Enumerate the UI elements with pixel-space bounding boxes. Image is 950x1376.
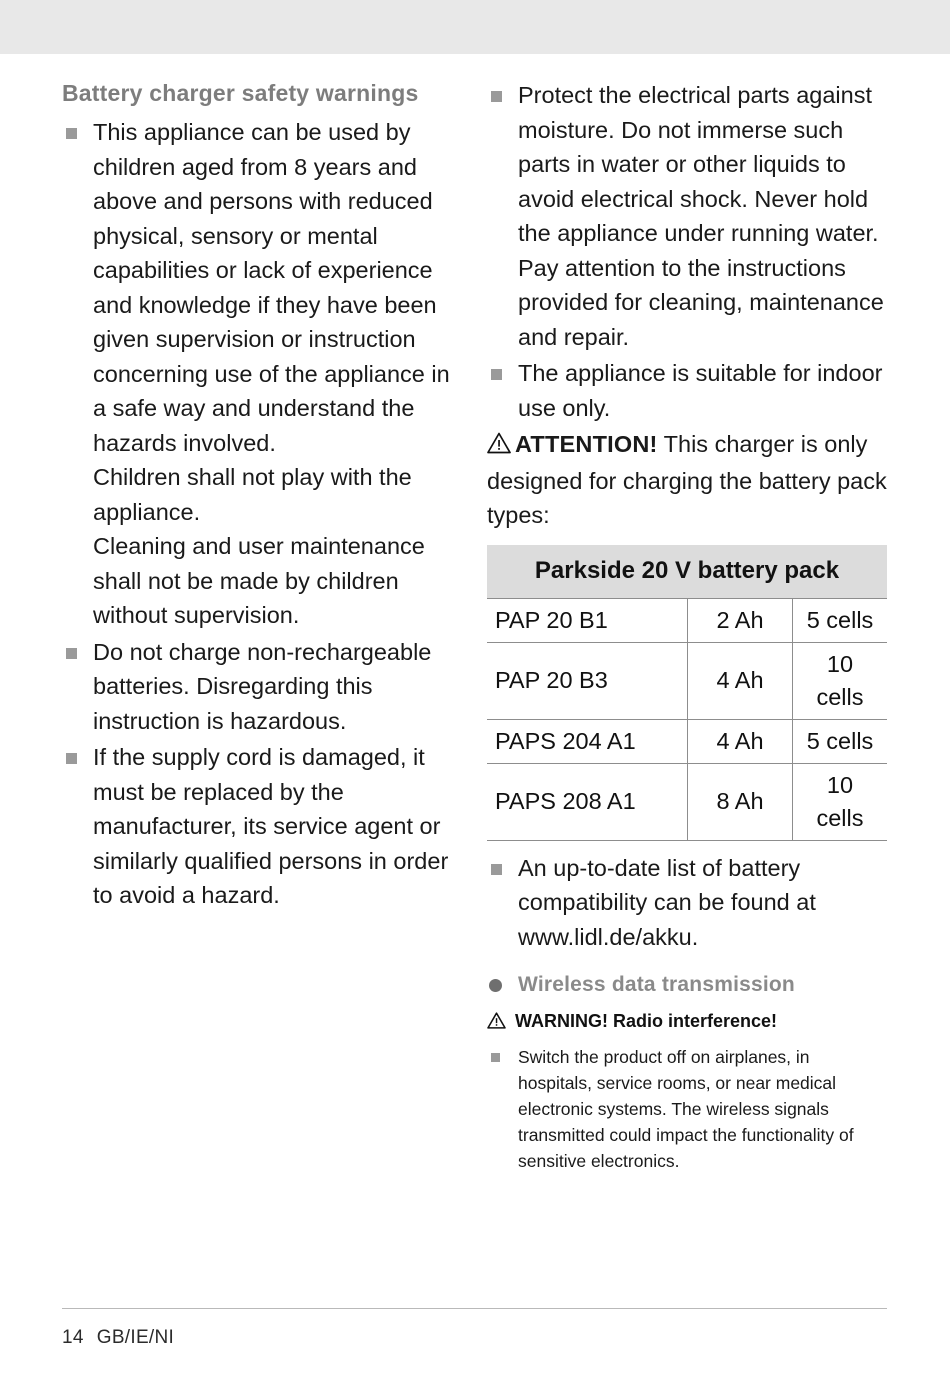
cell-battery-name: PAP 20 B1 <box>487 598 688 642</box>
table-row <box>487 763 887 840</box>
round-bullet-icon <box>489 979 502 992</box>
cell-battery-name: PAPS 208 A1 <box>487 763 688 840</box>
square-bullet-icon <box>491 1053 500 1062</box>
footer-divider <box>62 1308 887 1309</box>
list-item-text: The appliance is suitable for indoor use only. <box>518 360 883 421</box>
table-row <box>487 719 887 763</box>
top-margin-band <box>0 0 950 54</box>
list-item-text: Switch the product off on airplanes, in hospitals, service rooms, or near medical electronic systems. The wireless signals transmitted could impact the functionality of sensitive electronics. <box>518 1047 854 1171</box>
list-item <box>62 740 452 913</box>
list-item-extra-paragraph: Children shall not play with the appliance. <box>93 464 412 525</box>
warning-triangle-icon <box>487 1013 511 1033</box>
attention-label: ATTENTION! <box>515 431 658 457</box>
table-row <box>487 642 887 719</box>
list-item-text: Do not charge non-rechargeable batteries. Disregarding this instruction is hazardous. <box>93 638 432 734</box>
list-item-text: Protect the electrical parts against moisture. Do not immerse such parts in water or other liquids to avoid electrical shock. Never hold the appliance under running water. Pay attention to the instructions provided for cleaning, maintenance and repair. <box>518 82 884 350</box>
cell-cells: 5 cells <box>793 719 888 763</box>
battery-list-link <box>487 851 887 955</box>
attention-notice <box>487 427 887 533</box>
list-item <box>62 635 452 739</box>
attention-text: This charger is only designed for charging the battery pack types: <box>487 431 887 528</box>
square-bullet-icon <box>66 128 77 139</box>
list-item <box>62 115 452 633</box>
battery-pack-table <box>487 545 887 841</box>
list-item <box>487 356 887 425</box>
list-item-extra-paragraph: Cleaning and user maintenance shall not be made by children without supervision. <box>93 533 425 628</box>
table-row <box>487 598 887 642</box>
list-item-text: This appliance can be used by children aged from 8 years and above and persons with reduced physical, sensory or mental capabilities or lack of experience and knowledge if they have been given supervision or instruction concerning use of the appliance in a safe way and understand the hazards involved. <box>93 119 450 456</box>
cell-cells: 5 cells <box>793 598 888 642</box>
right-column <box>487 78 887 1174</box>
list-item-text: If the supply cord is damaged, it must be replaced by the manufacturer, its service agent or similarly qualified persons in order to avoid a hazard. <box>93 744 449 908</box>
square-bullet-icon <box>66 648 77 659</box>
page-footer <box>62 1327 174 1349</box>
cell-capacity: 4 Ah <box>688 719 793 763</box>
radio-interference-warning <box>487 1008 887 1036</box>
list-item <box>487 851 887 955</box>
cell-capacity: 2 Ah <box>688 598 793 642</box>
square-bullet-icon <box>66 753 77 764</box>
square-bullet-icon <box>491 369 502 380</box>
square-bullet-icon <box>491 91 502 102</box>
safety-warning-list-continued <box>487 78 887 425</box>
wireless-section-heading <box>487 970 887 1000</box>
cell-capacity: 4 Ah <box>688 642 793 719</box>
safety-warning-list <box>62 115 452 913</box>
list-item <box>487 78 887 354</box>
footer-locales: GB/IE/NI <box>96 1327 175 1348</box>
page-number: 14 <box>62 1327 84 1348</box>
table-header-row <box>487 545 887 599</box>
square-bullet-icon <box>491 864 502 875</box>
list-item-text: An up-to-date list of battery compatibility can be found at www.lidl.de/akku. <box>518 854 816 950</box>
cell-battery-name: PAPS 204 A1 <box>487 719 688 763</box>
cell-battery-name: PAP 20 B3 <box>487 642 688 719</box>
page-title: Battery charger safety warnings <box>62 80 419 106</box>
cell-cells: 10 cells <box>793 642 888 719</box>
wireless-heading-text: Wireless data transmission <box>518 973 795 996</box>
list-item <box>487 1044 887 1174</box>
wireless-warning-list <box>487 1044 887 1174</box>
cell-cells: 10 cells <box>793 763 888 840</box>
warning-triangle-icon <box>487 429 511 464</box>
left-column <box>62 78 452 915</box>
warning-label: WARNING! Radio interference! <box>515 1011 778 1031</box>
table-header-title: Parkside 20 V battery pack <box>487 545 887 599</box>
cell-capacity: 8 Ah <box>688 763 793 840</box>
